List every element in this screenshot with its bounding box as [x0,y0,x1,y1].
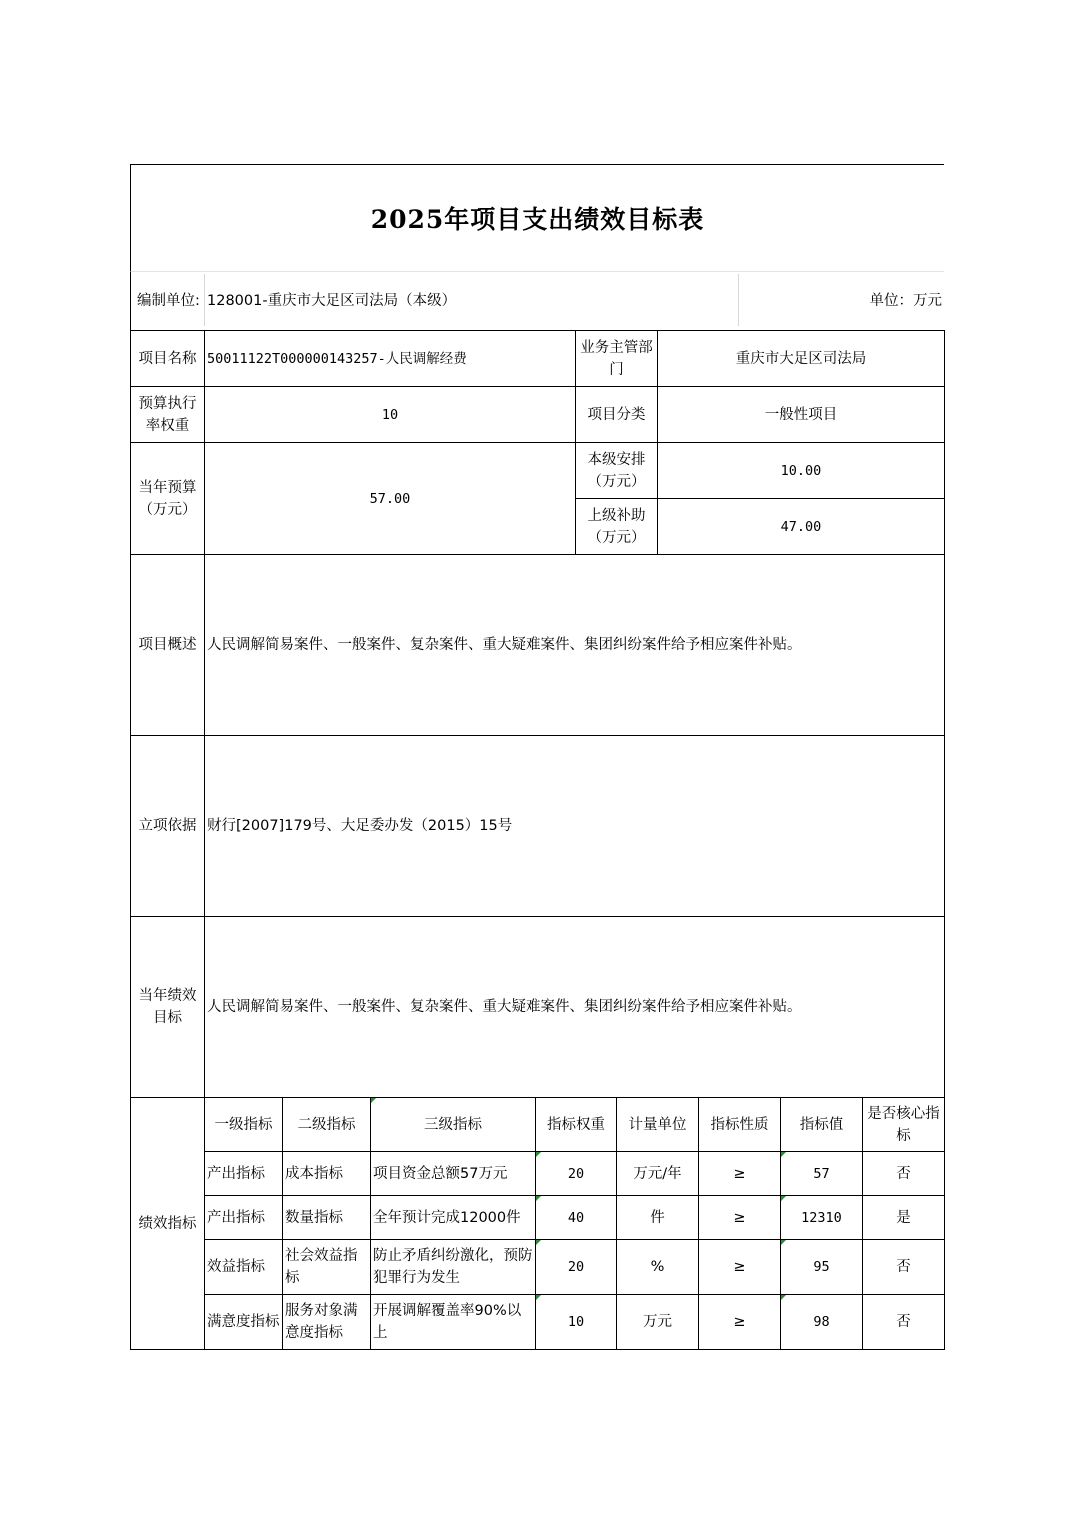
row1-core: 否 [863,1152,945,1196]
overview-label: 项目概述 [131,555,205,736]
row4-level1: 满意度指标 [205,1295,283,1350]
row4-level3: 开展调解覆盖率90%以上 [371,1295,536,1350]
row4-core: 否 [863,1295,945,1350]
row4-level2: 服务对象满意度指标 [283,1295,371,1350]
local-funding-value: 10.00 [658,443,945,499]
basis-value: 财行[2007]179号、大足委办发（2015）15号 [205,736,945,917]
row1-level2: 成本指标 [283,1152,371,1196]
unit-row [130,271,944,330]
goal-label: 当年绩效目标 [131,917,205,1098]
row3-level2: 社会效益指标 [283,1240,371,1295]
local-funding-label: 本级安排（万元） [576,443,658,499]
performance-target-sheet [130,164,944,1350]
page-title: 2025年项目支出绩效目标表 [130,164,944,271]
row1-weight: 20 [536,1152,617,1196]
header-weight: 指标权重 [536,1098,617,1152]
row2-unit: 件 [617,1196,699,1240]
row1-level3: 项目资金总额57万元 [371,1152,536,1196]
table-row [131,1152,945,1196]
compiling-unit-name: 128001-重庆市大足区司法局（本级） [207,293,457,309]
row2-weight: 40 [536,1196,617,1240]
row3-weight: 20 [536,1240,617,1295]
row4-weight: 10 [536,1295,617,1350]
overview-value: 人民调解简易案件、一般案件、复杂案件、重大疑难案件、集团纠纷案件给予相应案件补贴。 [205,555,945,736]
row2-value: 12310 [781,1196,863,1240]
row3-nature: ≥ [699,1240,781,1295]
budget-value: 57.00 [205,443,576,555]
category-value: 一般性项目 [658,387,945,443]
indicators-table [130,1098,945,1350]
table-row [131,1196,945,1240]
row3-level3: 防止矛盾纠纷激化，预防犯罪行为发生 [371,1240,536,1295]
row3-level1: 效益指标 [205,1240,283,1295]
row1-nature: ≥ [699,1152,781,1196]
header-nature: 指标性质 [699,1098,781,1152]
row4-value: 98 [781,1295,863,1350]
header-core: 是否核心指标 [863,1098,945,1152]
table-row [131,1240,945,1295]
row2-core: 是 [863,1196,945,1240]
row2-level1: 产出指标 [205,1196,283,1240]
row1-unit: 万元/年 [617,1152,699,1196]
indicators-section-label: 绩效指标 [131,1098,205,1350]
weight-label: 预算执行率权重 [131,387,205,443]
header-unit: 计量单位 [617,1098,699,1152]
header-level3: 三级指标 [371,1098,536,1152]
project-name-value: 50011122T000000143257-人民调解经费 [205,331,576,387]
goal-value: 人民调解简易案件、一般案件、复杂案件、重大疑难案件、集团纠纷案件给予相应案件补贴。 [205,917,945,1098]
compiling-unit-label: 编制单位: [137,293,200,309]
project-name-label: 项目名称 [131,331,205,387]
row1-level1: 产出指标 [205,1152,283,1196]
row3-value: 95 [781,1240,863,1295]
category-label: 项目分类 [576,387,658,443]
currency-unit: 单位：万元 [869,293,942,309]
project-info-table [130,330,945,1098]
superior-subsidy-label: 上级补助（万元） [576,499,658,555]
row1-value: 57 [781,1152,863,1196]
dept-label: 业务主管部门 [576,331,658,387]
row2-level2: 数量指标 [283,1196,371,1240]
header-level1: 一级指标 [205,1098,283,1152]
budget-label: 当年预算（万元） [131,443,205,555]
weight-value: 10 [205,387,576,443]
row4-unit: 万元 [617,1295,699,1350]
row4-nature: ≥ [699,1295,781,1350]
row2-nature: ≥ [699,1196,781,1240]
table-row [131,1295,945,1350]
row3-unit: % [617,1240,699,1295]
dept-value: 重庆市大足区司法局 [658,331,945,387]
header-level2: 二级指标 [283,1098,371,1152]
header-value: 指标值 [781,1098,863,1152]
superior-subsidy-value: 47.00 [658,499,945,555]
row3-core: 否 [863,1240,945,1295]
row2-level3: 全年预计完成12000件 [371,1196,536,1240]
basis-label: 立项依据 [131,736,205,917]
